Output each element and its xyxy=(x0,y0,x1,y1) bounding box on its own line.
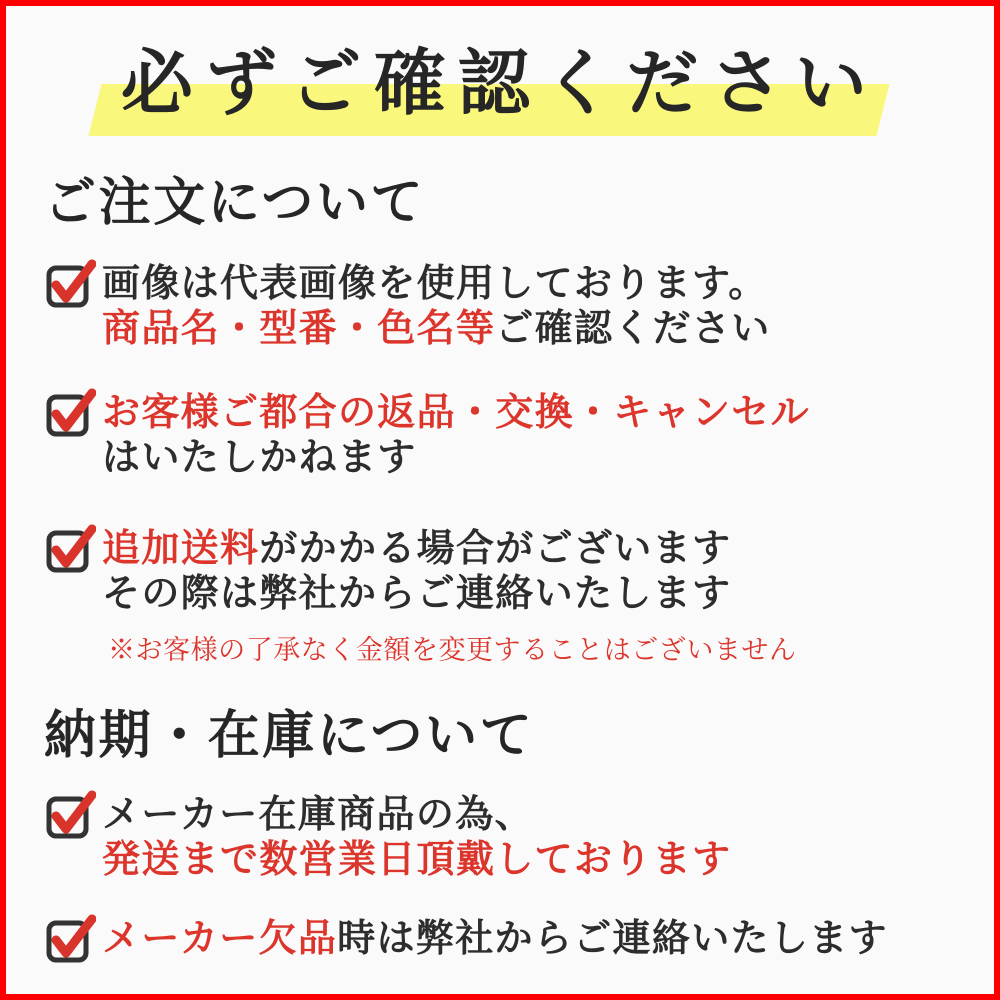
page-title-text: 必ずご確認ください xyxy=(120,40,880,125)
page-title xyxy=(121,36,879,130)
item-line xyxy=(102,306,960,351)
checkbox-checked-icon xyxy=(44,386,96,438)
notice-content xyxy=(0,171,1000,964)
list-item-no-returns xyxy=(44,390,960,480)
section-heading-orders: ご注文について xyxy=(44,171,426,233)
text-segment: がかかる場合がございます xyxy=(259,525,732,571)
item-line xyxy=(102,837,960,882)
item-text xyxy=(102,792,960,882)
text-segment-red: 商品名・型番・色名等 xyxy=(102,304,496,350)
text-segment: はいたしかねます xyxy=(102,434,417,480)
checkbox-checked-icon xyxy=(44,257,96,309)
item-text xyxy=(102,261,960,351)
item-text xyxy=(102,526,960,667)
section-heading-delivery-stock: 納期・在庫について xyxy=(44,704,535,766)
item-text xyxy=(102,916,960,961)
checkbox-checked-icon xyxy=(44,788,96,840)
item-line xyxy=(102,390,960,435)
text-segment: 画像は代表画像を使用しております。 xyxy=(102,259,768,305)
item-text xyxy=(102,390,960,480)
text-segment: 時は弊社からご連絡いたします xyxy=(337,914,888,960)
checkbox-checked-icon xyxy=(44,912,96,964)
checkbox-checked-icon xyxy=(44,522,96,574)
text-segment: ご確認ください xyxy=(495,304,771,350)
item-line xyxy=(102,792,960,837)
text-segment-red: メーカー欠品 xyxy=(102,914,338,960)
text-segment: その際は弊社からご連絡いたします xyxy=(102,569,732,615)
list-item-representative-image xyxy=(44,261,960,351)
title-block xyxy=(0,0,1000,130)
price-change-note: ※お客様の了承なく金額を変更することはございません xyxy=(108,634,797,666)
list-item-maker-shortage xyxy=(44,916,960,964)
text-segment-red: 発送まで数営業日頂戴しております xyxy=(102,835,732,881)
list-item-maker-stock xyxy=(44,792,960,882)
text-segment-red: お客様ご都合の返品・交換・キャンセル xyxy=(102,389,810,435)
item-line xyxy=(102,435,960,480)
text-segment: メーカー在庫商品の為、 xyxy=(102,790,534,836)
item-line xyxy=(102,571,960,616)
item-line xyxy=(102,526,960,571)
list-item-extra-shipping xyxy=(44,526,960,667)
item-line xyxy=(102,916,960,961)
text-segment-red: 追加送料 xyxy=(102,525,260,571)
item-line xyxy=(102,261,960,306)
